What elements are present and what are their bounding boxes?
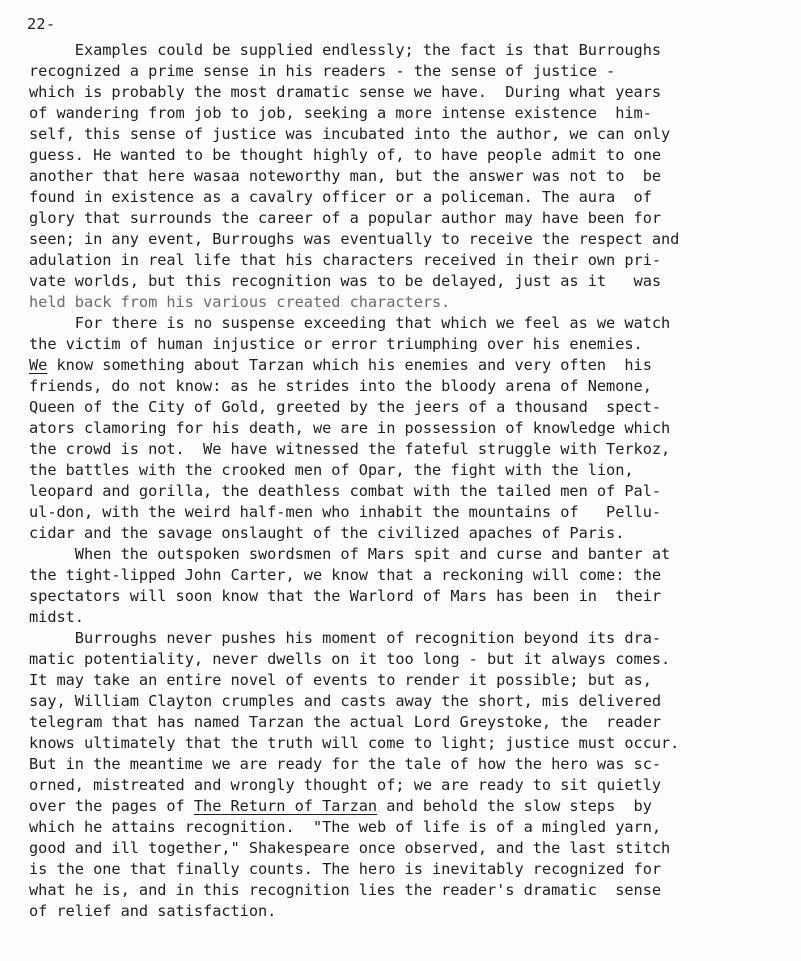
text-line [29, 166, 799, 187]
text-segment: seen; in any event, Burroughs was eventually to receive the respect and [29, 230, 680, 248]
text-line [29, 40, 799, 61]
text-line [29, 397, 799, 418]
text-line [29, 61, 799, 82]
text-line [29, 523, 799, 544]
underlined-text: The Return of Tarzan [193, 797, 378, 815]
text-segment: the battles with the crooked men of Opar, the fight with the lion, [29, 461, 634, 479]
text-segment: For there is no suspense exceeding that which we feel as we watch [29, 314, 671, 332]
text-line [29, 229, 799, 250]
text-segment: good and ill together," Shakespeare once observed, and the last stitch [29, 839, 671, 857]
text-line [29, 250, 799, 271]
text-segment: held back from his various created characters. [29, 293, 451, 311]
text-segment: what he is, and in this recognition lies the reader's dramatic sense [29, 881, 662, 899]
text-line [29, 775, 799, 796]
text-segment: over the pages of [29, 797, 194, 815]
text-line [29, 901, 799, 922]
text-segment: glory that surrounds the career of a popular author may have been for [29, 209, 662, 227]
text-segment: ators clamoring for his death, we are in possession of knowledge which [29, 419, 671, 437]
text-line [29, 208, 799, 229]
text-line [29, 292, 799, 313]
text-line [29, 145, 799, 166]
text-segment: Burroughs never pushes his moment of recognition beyond its dra- [29, 629, 662, 647]
text-segment: matic potentiality, never dwells on it too long - but it always comes. [29, 650, 671, 668]
text-line [29, 124, 799, 145]
text-segment: found in existence as a cavalry officer or a policeman. The aura of [29, 188, 652, 206]
text-line [29, 460, 799, 481]
text-segment: is the one that finally counts. The hero is inevitably recognized for [29, 860, 662, 878]
text-line [29, 670, 799, 691]
text-line [29, 103, 799, 124]
text-segment: leopard and gorilla, the deathless combat with the tailed men of Pal- [29, 482, 662, 500]
text-segment: Examples could be supplied endlessly; the fact is that Burroughs [29, 41, 662, 59]
text-segment: self, this sense of justice was incubated into the author, we can only [29, 125, 671, 143]
text-line [29, 691, 799, 712]
text-line [29, 817, 799, 838]
text-line [29, 796, 799, 817]
text-line [29, 418, 799, 439]
text-segment: of wandering from job to job, seeking a more intense existence him- [29, 104, 652, 122]
text-line [29, 565, 799, 586]
text-line [29, 712, 799, 733]
text-segment: which is probably the most dramatic sense we have. During what years [29, 83, 662, 101]
text-segment: which he attains recognition. "The web of life is of a mingled yarn, [29, 818, 662, 836]
text-line [29, 838, 799, 859]
text-line [29, 544, 799, 565]
text-line [29, 859, 799, 880]
text-line [29, 313, 799, 334]
text-segment: spectators will soon know that the Warlord of Mars has been in their [29, 587, 662, 605]
text-line [29, 754, 799, 775]
text-segment: another that here wasaa noteworthy man, but the answer was not to be [29, 167, 662, 185]
text-line [29, 376, 799, 397]
text-segment: cidar and the savage onslaught of the civilized apaches of Paris. [29, 524, 625, 542]
text-line [29, 649, 799, 670]
text-line [29, 355, 799, 376]
text-segment: and behold the slow steps by [377, 797, 652, 815]
text-segment: vate worlds, but this recognition was to be delayed, just as it was [29, 272, 662, 290]
text-line [29, 607, 799, 628]
text-segment: say, William Clayton crumples and casts away the short, mis delivered [29, 692, 662, 710]
underlined-text: We [29, 356, 48, 374]
text-segment: Queen of the City of Gold, greeted by the jeers of a thousand spect- [29, 398, 662, 416]
text-segment: When the outspoken swordsmen of Mars spit and curse and banter at [29, 545, 671, 563]
text-segment: orned, mistreated and wrongly thought of; we are ready to sit quietly [29, 776, 662, 794]
text-line [29, 271, 799, 292]
text-line [29, 82, 799, 103]
text-segment: guess. He wanted to be thought highly of, to have people admit to one [29, 146, 662, 164]
text-segment: knows ultimately that the truth will come to light; justice must occur. [29, 734, 680, 752]
text-line [29, 439, 799, 460]
text-line [29, 502, 799, 523]
text-segment: know something about Tarzan which his enemies and very often his [47, 356, 652, 374]
text-segment: of relief and satisfaction. [29, 902, 277, 920]
text-segment: the crowd is not. We have witnessed the fateful struggle with Terkoz, [29, 440, 671, 458]
text-segment: the tight-lipped John Carter, we know that a reckoning will come: the [29, 566, 662, 584]
text-line [29, 187, 799, 208]
text-line [29, 628, 799, 649]
text-segment: telegram that has named Tarzan the actual Lord Greystoke, the reader [29, 713, 662, 731]
page-number: 22- [27, 15, 56, 33]
body-text [29, 40, 799, 922]
text-line [29, 586, 799, 607]
text-segment: friends, do not know: as he strides into the bloody arena of Nemone, [29, 377, 652, 395]
text-segment: midst. [29, 608, 84, 626]
text-segment: adulation in real life that his characters received in their own pri- [29, 251, 662, 269]
text-line [29, 733, 799, 754]
text-line [29, 334, 799, 355]
text-segment: the victim of human injustice or error triumphing over his enemies. [29, 335, 643, 353]
text-segment: It may take an entire novel of events to render it possible; but as, [29, 671, 652, 689]
text-segment: recognized a prime sense in his readers - the sense of justice - [29, 62, 616, 80]
text-line [29, 880, 799, 901]
text-segment: But in the meantime we are ready for the tale of how the hero was sc- [29, 755, 662, 773]
text-segment: ul-don, with the weird half-men who inhabit the mountains of Pellu- [29, 503, 662, 521]
text-line [29, 481, 799, 502]
